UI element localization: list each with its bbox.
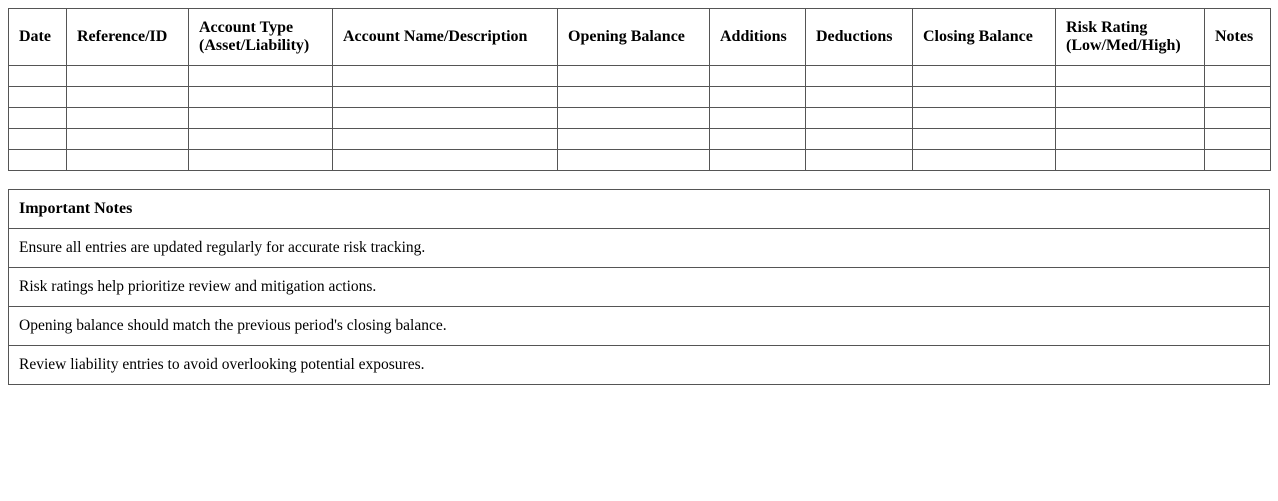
table-cell[interactable] <box>1056 150 1205 171</box>
document <box>8 8 1270 385</box>
table-cell[interactable] <box>558 150 710 171</box>
table-cell[interactable] <box>806 87 913 108</box>
column-header-risk-rating: Risk Rating (Low/Med/High) <box>1056 9 1205 66</box>
table-row <box>9 66 1271 87</box>
table-cell[interactable] <box>1056 108 1205 129</box>
table-cell[interactable] <box>1205 87 1271 108</box>
table-cell[interactable] <box>333 108 558 129</box>
table-cell[interactable] <box>710 129 806 150</box>
notes-title: Important Notes <box>9 190 1270 229</box>
table-cell[interactable] <box>9 129 67 150</box>
table-cell[interactable] <box>710 150 806 171</box>
table-row <box>9 129 1271 150</box>
table-cell[interactable] <box>67 108 189 129</box>
table-cell[interactable] <box>67 66 189 87</box>
column-header-opening-balance: Opening Balance <box>558 9 710 66</box>
table-cell[interactable] <box>913 87 1056 108</box>
column-header-closing-balance: Closing Balance <box>913 9 1056 66</box>
column-header-account-type: Account Type (Asset/Liability) <box>189 9 333 66</box>
table-cell[interactable] <box>1056 129 1205 150</box>
table-cell[interactable] <box>1056 66 1205 87</box>
table-cell[interactable] <box>189 150 333 171</box>
ledger-body <box>9 66 1271 171</box>
note-row <box>9 229 1270 268</box>
column-header-reference-id: Reference/ID <box>67 9 189 66</box>
table-cell[interactable] <box>189 66 333 87</box>
table-cell[interactable] <box>9 150 67 171</box>
table-cell[interactable] <box>9 66 67 87</box>
note-item: Ensure all entries are updated regularly for accurate risk tracking. <box>9 229 1270 268</box>
ledger-table <box>8 8 1271 171</box>
table-cell[interactable] <box>913 108 1056 129</box>
table-cell[interactable] <box>9 108 67 129</box>
table-cell[interactable] <box>558 129 710 150</box>
table-cell[interactable] <box>9 87 67 108</box>
table-cell[interactable] <box>913 150 1056 171</box>
table-row <box>9 150 1271 171</box>
column-header-account-name: Account Name/Description <box>333 9 558 66</box>
table-cell[interactable] <box>1205 108 1271 129</box>
table-cell[interactable] <box>913 129 1056 150</box>
table-cell[interactable] <box>333 66 558 87</box>
table-cell[interactable] <box>1205 66 1271 87</box>
table-cell[interactable] <box>1056 87 1205 108</box>
table-cell[interactable] <box>710 66 806 87</box>
table-cell[interactable] <box>1205 129 1271 150</box>
note-row <box>9 268 1270 307</box>
table-cell[interactable] <box>710 108 806 129</box>
notes-title-row <box>9 190 1270 229</box>
table-cell[interactable] <box>806 129 913 150</box>
note-item: Opening balance should match the previous period's closing balance. <box>9 307 1270 346</box>
table-cell[interactable] <box>710 87 806 108</box>
note-item: Review liability entries to avoid overlooking potential exposures. <box>9 346 1270 385</box>
note-row <box>9 307 1270 346</box>
note-row <box>9 346 1270 385</box>
table-cell[interactable] <box>67 150 189 171</box>
table-cell[interactable] <box>67 129 189 150</box>
table-row <box>9 108 1271 129</box>
table-cell[interactable] <box>913 66 1056 87</box>
table-cell[interactable] <box>189 129 333 150</box>
table-cell[interactable] <box>558 108 710 129</box>
table-cell[interactable] <box>806 66 913 87</box>
important-notes-table <box>8 189 1270 385</box>
table-cell[interactable] <box>333 129 558 150</box>
column-header-date: Date <box>9 9 67 66</box>
table-cell[interactable] <box>558 66 710 87</box>
column-header-additions: Additions <box>710 9 806 66</box>
table-cell[interactable] <box>558 87 710 108</box>
table-cell[interactable] <box>189 87 333 108</box>
table-cell[interactable] <box>806 150 913 171</box>
table-cell[interactable] <box>189 108 333 129</box>
table-cell[interactable] <box>67 87 189 108</box>
note-item: Risk ratings help prioritize review and mitigation actions. <box>9 268 1270 307</box>
column-header-deductions: Deductions <box>806 9 913 66</box>
table-row <box>9 87 1271 108</box>
table-cell[interactable] <box>333 87 558 108</box>
ledger-header-row <box>9 9 1271 66</box>
column-header-notes: Notes <box>1205 9 1271 66</box>
table-cell[interactable] <box>806 108 913 129</box>
table-cell[interactable] <box>1205 150 1271 171</box>
table-cell[interactable] <box>333 150 558 171</box>
